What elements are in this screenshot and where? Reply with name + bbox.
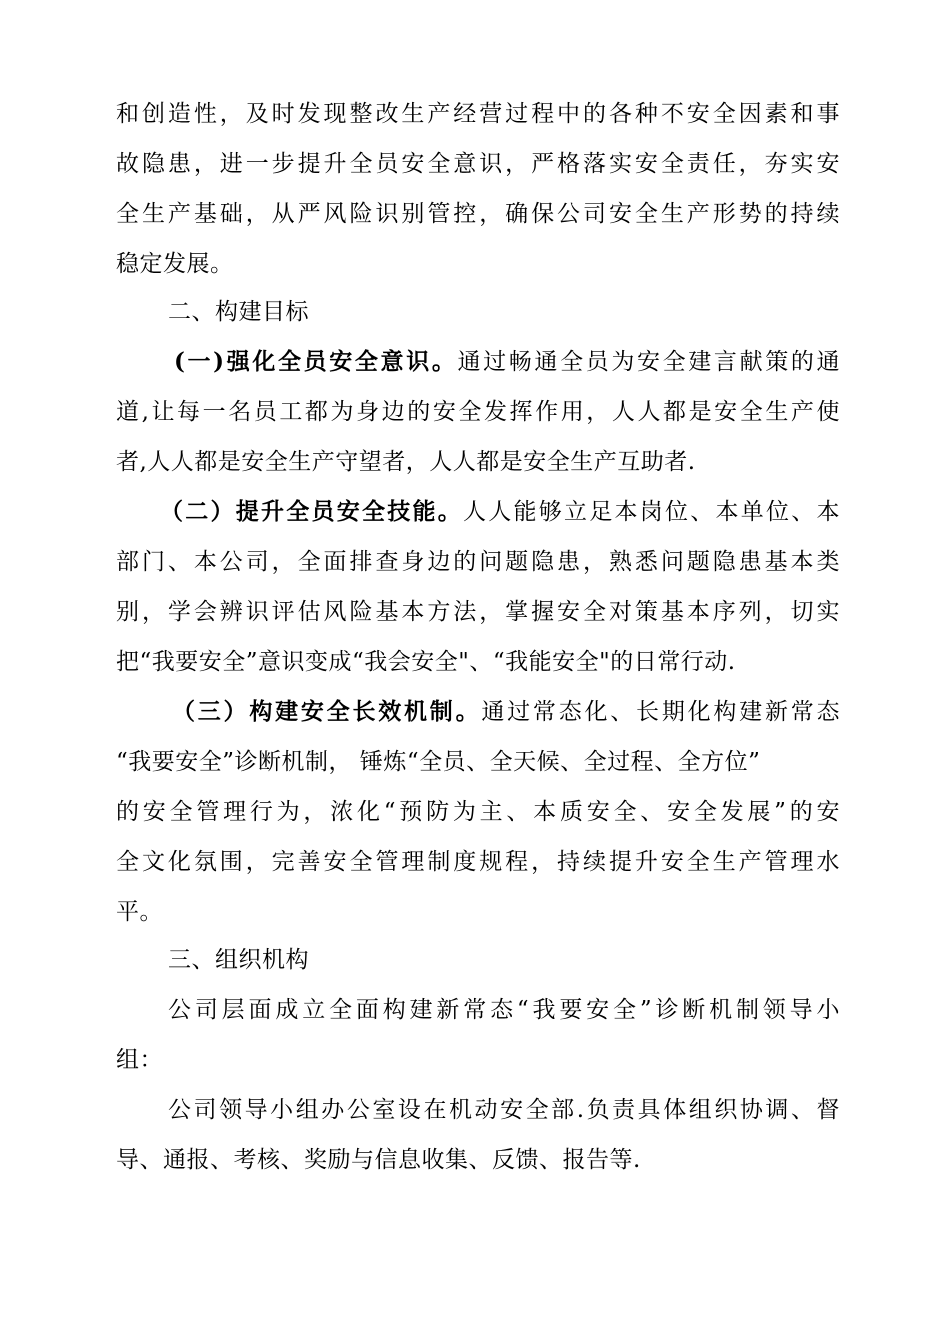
line-text: 公司领导小组办公室设在机动安全部.负责具体组织协调、督 (168, 1097, 840, 1123)
paragraph-line (116, 198, 840, 230)
paragraph-line (160, 496, 840, 528)
bold-lead-phrase: （二）提升全员安全技能。 (160, 498, 463, 525)
line-text: 部门、本公司，全面排查身边的问题隐患，熟悉问题隐患基本类 (116, 549, 840, 575)
paragraph-line (116, 746, 840, 778)
line-text: 公司层面成立全面构建新常态“我要安全”诊断机制领导小 (168, 997, 840, 1023)
paragraph-line (116, 896, 840, 928)
paragraph-line (116, 396, 840, 428)
line-text: 全生产基础，从严风险识别管控，确保公司安全生产形势的持续 (116, 201, 840, 227)
line-text: 平。 (116, 899, 163, 925)
line-text: 人人能够立足本岗位、本单位、本 (463, 499, 840, 525)
line-text: 稳定发展。 (116, 251, 234, 277)
line-text: 和创造性，及时发现整改生产经营过程中的各种不安全因素和事 (116, 101, 840, 127)
bold-lead-phrase: (一)强化全员安全意识。 (174, 348, 458, 375)
line-text: 别，学会辨识评估风险基本方法，掌握安全对策基本序列，切实 (116, 599, 840, 625)
paragraph-line (116, 98, 840, 130)
paragraph-line (116, 148, 840, 180)
paragraph-line (116, 796, 840, 828)
line-text: 三、组织机构 (168, 947, 309, 973)
line-text: 道,让每一名员工都为身边的安全发挥作用，人人都是安全生产使 (116, 399, 840, 425)
paragraph-line (116, 596, 840, 628)
bold-lead-phrase: （三）构建安全长效机制。 (172, 698, 482, 725)
line-text: 故隐患，进一步提升全员安全意识，严格落实安全责任，夯实安 (116, 151, 840, 177)
line-text: “我要安全”诊断机制， 锤炼“全员、全天候、全过程、全方位” (116, 749, 761, 775)
paragraph-line (116, 1144, 840, 1176)
paragraph-line (116, 546, 840, 578)
line-text: 者,人人都是安全生产守望者，人人都是安全生产互助者. (116, 449, 696, 475)
line-text: 组： (116, 1047, 163, 1073)
paragraph-line (116, 646, 840, 678)
line-text: 通过常态化、长期化构建新常态 (481, 699, 841, 725)
line-text: 导、通报、考核、奖励与信息收集、反馈、报告等. (116, 1147, 641, 1173)
section-heading (168, 944, 840, 976)
paragraph-line (116, 248, 840, 280)
line-text: 通过畅通全员为安全建言献策的通 (457, 349, 841, 375)
line-text: 的安全管理行为，浓化“预防为主、本质安全、安全发展”的安 (116, 799, 840, 825)
section-heading (168, 296, 840, 328)
paragraph-line (168, 1094, 840, 1126)
paragraph-line (116, 446, 840, 478)
paragraph-line (168, 994, 840, 1026)
paragraph-line (116, 846, 840, 878)
line-text: 全文化氛围，完善安全管理制度规程，持续提升安全生产管理水 (116, 849, 840, 875)
paragraph-line (116, 1044, 840, 1076)
paragraph-line (172, 696, 840, 728)
line-text: 二、构建目标 (168, 299, 309, 325)
line-text: 把“我要安全”意识变成“我会安全"、“我能安全"的日常行动. (116, 649, 736, 675)
paragraph-line (174, 346, 840, 378)
